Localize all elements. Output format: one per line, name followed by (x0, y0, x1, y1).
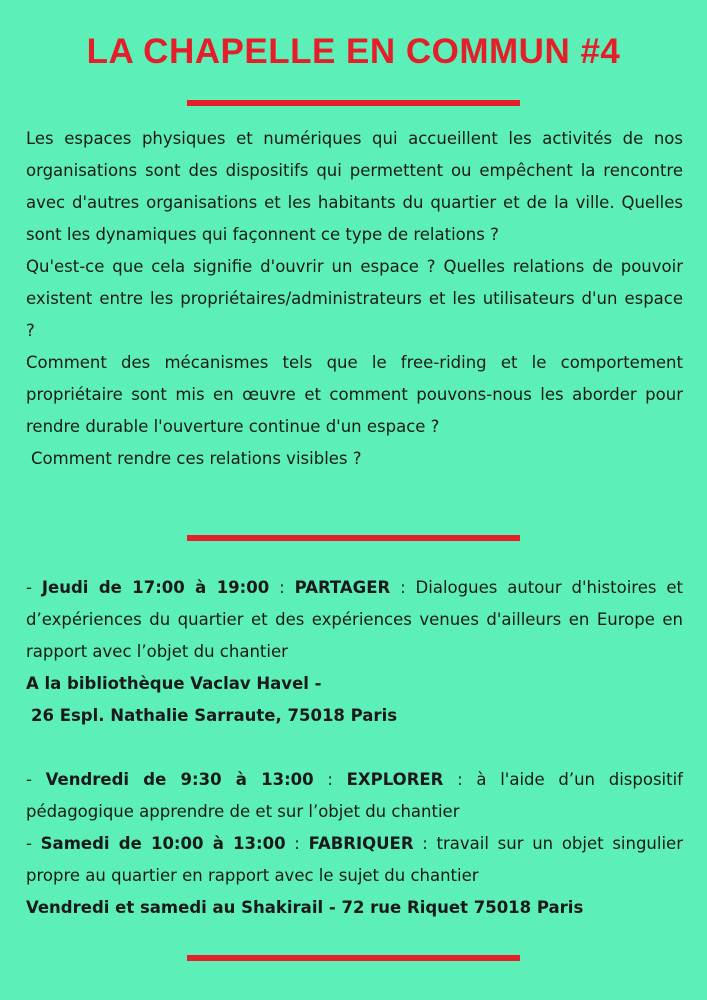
thursday-venue-line-1 (26, 668, 683, 700)
saturday-action: FABRIQUER (308, 834, 414, 853)
saturday-prefix: - (26, 834, 41, 853)
shakirail-venue-text: Vendredi et samedi au Shakirail - 72 rue Riquet 75018 Paris (26, 898, 584, 917)
saturday-when: Samedi de 10:00 à 13:00 (40, 834, 286, 853)
friday-sep: : (313, 770, 347, 789)
spacer (26, 732, 683, 764)
thursday-venue-address: 26 Espl. Nathalie Sarraute, 75018 Paris (31, 706, 398, 725)
thursday-action: PARTAGER (294, 578, 391, 597)
schedule-friday (26, 764, 683, 828)
thursday-venue-line-2 (26, 700, 683, 732)
saturday-sep: : (285, 834, 309, 853)
thursday-prefix: - (26, 578, 42, 597)
friday-desc: : à l'aide d’un dispositif pédagogique apprendre de et sur l’objet du chantier (26, 770, 683, 821)
schedule (26, 572, 683, 924)
thursday-sep: : (269, 578, 295, 597)
shakirail-venue (26, 892, 683, 924)
schedule-saturday (26, 828, 683, 892)
thursday-desc: : Dialogues autour d'histoires et d’expériences du quartier et des expériences venues d'ailleurs en Europe en rapport avec l’objet du chantier (26, 578, 683, 661)
page-title: LA CHAPELLE EN COMMUN #4 (86, 32, 621, 71)
intro-text (26, 123, 683, 475)
schedule-thursday (26, 572, 683, 668)
intro-paragraph-1: Les espaces physiques et numériques qui accueillent les activités de nos organisations sont des dispositifs qui permettent ou empêchent la rencontre avec d'autres organisations et les habitants du quartier et de la ville. Quelles sont les dynamiques qui façonnent ce type de relations ? (26, 129, 683, 244)
friday-when: Vendredi de 9:30 à 13:00 (45, 770, 314, 789)
thursday-venue-name: A la bibliothèque Vaclav Havel - (26, 674, 322, 693)
intro-paragraph-2: Qu'est-ce que cela signifie d'ouvrir un espace ? Quelles relations de pouvoir existent entre les propriétaires/administrateurs et les utilisateurs d'un espace ? (26, 257, 683, 340)
intro-paragraph-4: Comment rendre ces relations visibles ? (31, 449, 362, 468)
saturday-desc: : travail sur un objet singulier propre au quartier en rapport avec le sujet du chantier (26, 834, 683, 885)
friday-action: EXPLORER (346, 770, 444, 789)
bottom-divider (187, 955, 520, 961)
friday-prefix: - (26, 770, 46, 789)
middle-divider (187, 535, 520, 541)
thursday-when: Jeudi de 17:00 à 19:00 (41, 578, 270, 597)
intro-paragraph-3: Comment des mécanismes tels que le free-riding et le comportement propriétaire sont mis en œuvre et comment pouvons-nous les aborder pour rendre durable l'ouverture continue d'un espace ? (26, 353, 683, 436)
top-divider (187, 100, 520, 106)
